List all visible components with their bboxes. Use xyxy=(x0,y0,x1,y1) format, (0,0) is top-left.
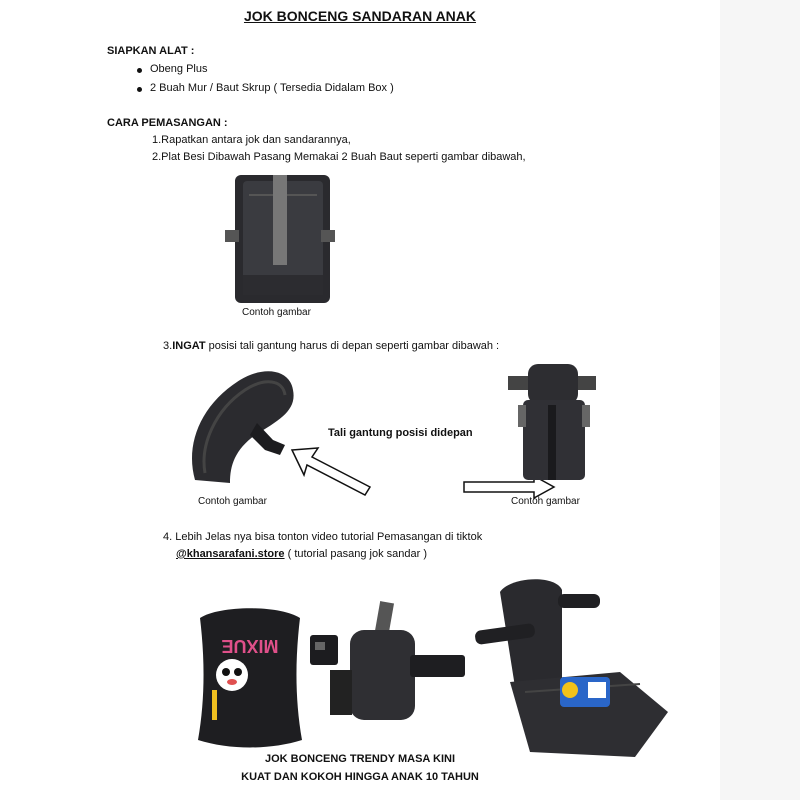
cushion-logo-text: MIXUE xyxy=(221,636,279,656)
tiktok-line: @khansarafani.store ( tutorial pasang jok sandar ) xyxy=(176,548,428,560)
caption-3: Contoh gambar xyxy=(511,496,580,507)
install-step-2: 2.Plat Besi Dibawah Pasang Memakai 2 Buah Baut seperti gambar dibawah, xyxy=(152,151,526,163)
footer-line-2: KUAT DAN KOKOH HINGGA ANAK 10 TAHUN xyxy=(241,771,479,783)
install-step-1: 1.Rapatkan antara jok dan sandarannya, xyxy=(152,134,351,146)
install-step-3: 3.INGAT posisi tali gantung harus di depan seperti gambar dibawah : xyxy=(163,340,500,352)
strap-label: Tali gantung posisi didepan xyxy=(328,427,473,439)
backrest-front-photo xyxy=(508,360,603,485)
tool-item-2: 2 Buah Mur / Baut Skrup ( Tersedia Didalam Box ) xyxy=(150,82,394,94)
page-title: JOK BONCENG SANDARAN ANAK xyxy=(243,8,477,24)
install-heading: CARA PEMASANGAN : xyxy=(107,117,228,129)
seat-with-armrests-photo xyxy=(470,572,670,762)
right-margin xyxy=(720,0,800,800)
caption-2: Contoh gambar xyxy=(198,496,267,507)
install-step-4: 4. Lebih Jelas nya bisa tonton video tutorial Pemasangan di tiktok xyxy=(163,531,483,543)
mixue-cushion-photo xyxy=(190,600,310,750)
tools-heading: SIAPKAN ALAT : xyxy=(107,45,195,57)
backrest-side-photo xyxy=(185,365,300,490)
backrest-clamp-photo xyxy=(305,600,470,730)
bullet-icon xyxy=(137,87,142,92)
caption-1: Contoh gambar xyxy=(242,307,311,318)
tool-item-1: Obeng Plus xyxy=(150,63,208,75)
bullet-icon xyxy=(137,68,142,73)
footer-line-1: JOK BONCENG TRENDY MASA KINI xyxy=(264,753,456,765)
seat-back-photo xyxy=(225,175,335,305)
tiktok-handle-link[interactable]: @khansarafani.store xyxy=(176,548,285,560)
arrow-left-icon xyxy=(290,445,375,500)
